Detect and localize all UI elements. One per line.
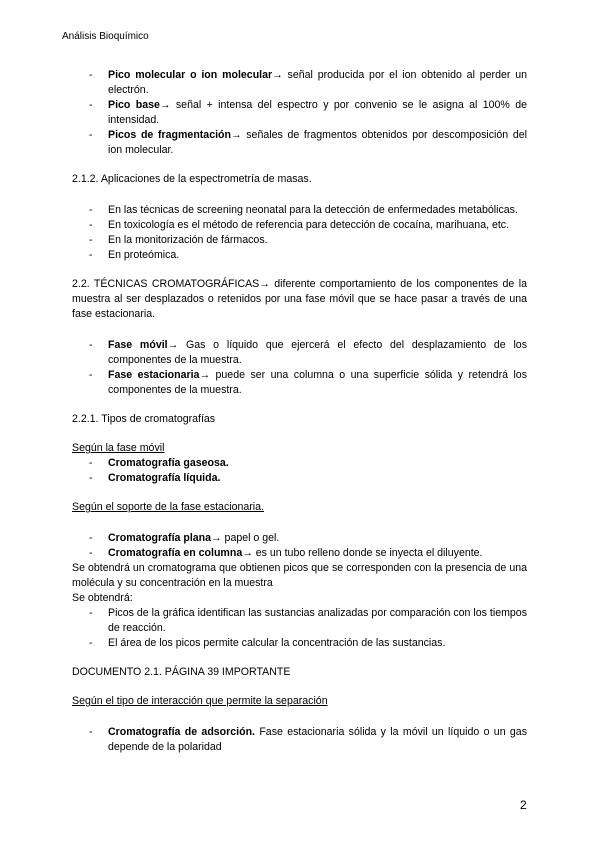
list-item [72, 98, 527, 128]
list-item [72, 531, 527, 546]
term: Pico molecular o ion molecular [108, 69, 273, 81]
chromatogram-paragraph: Se obtendrá un cromatograma que obtienen picos que se corresponden con la presencia de una molécula y su concentración en la muestra [72, 562, 527, 589]
definition: Fase estacionaria sólida y la móvil un líquido o un gas depende de la polaridad [108, 726, 527, 753]
section-2-2-paragraph: 2.2. TÉCNICAS CROMATOGRÁFICAS→ diferente comportamiento de los componentes de la muestra al ser desplazados o retenidos por una fase móvil que se hace pasar a través de una fase estacionaria. [72, 278, 527, 320]
list-item [72, 546, 527, 561]
definition: → Gas o líquido que ejercerá el efecto del desplazamiento de los componentes de la muestra. [108, 339, 527, 366]
term: Fase móvil [108, 339, 168, 351]
term: Pico base [108, 99, 160, 111]
list-item [72, 471, 527, 486]
term: Picos de fragmentación [108, 129, 231, 141]
list-item: - En toxicología es el método de referencia para detección de cocaína, marihuana, etc. [72, 218, 527, 233]
list-item: - En la monitorización de fármacos. [72, 233, 527, 248]
list-item [72, 128, 527, 158]
term: Fase estacionaria [108, 369, 200, 381]
list-item [72, 338, 527, 368]
document-body [72, 68, 527, 755]
subheading-fase-movil: Según la fase móvil [72, 442, 165, 454]
definition: → es un tubo relleno donde se inyecta el diluyente. [242, 547, 483, 559]
definition: → señal + intensa del espectro y por convenio se le asigna al 100% de intensidad. [108, 99, 528, 126]
document-reference: DOCUMENTO 2.1. PÁGINA 39 IMPORTANTE [72, 666, 291, 678]
phases-list [72, 338, 527, 398]
list-item [72, 456, 527, 471]
list-item: - El área de los picos permite calcular la concentración de las sustancias. [72, 636, 527, 651]
mass-spectrum-peaks-list [72, 68, 527, 158]
list-item [72, 368, 527, 398]
list-item: - En las técnicas de screening neonatal para la detección de enfermedades metabólicas. [72, 203, 527, 218]
term: Cromatografía de adsorción. [108, 726, 255, 738]
se-obtendra-label: Se obtendrá: [72, 592, 133, 604]
support-list [72, 531, 527, 561]
section-heading-2-1-2: 2.1.2. Aplicaciones de la espectrometría de masas. [72, 173, 312, 185]
page-number: 2 [520, 798, 527, 812]
interaction-list [72, 725, 527, 755]
definition: → señal producida por el ion obtenido al perder un electrón. [108, 69, 527, 96]
definition: → señales de fragmentos obtenidos por descomposición del ion molecular. [108, 129, 527, 156]
list-item: - Picos de la gráfica identifican las sustancias analizadas por comparación con los tiempos de reacción. [72, 606, 527, 636]
term: Cromatografía gaseosa. [108, 457, 229, 469]
term: Cromatografía plana [108, 532, 212, 544]
subheading-interaccion: Según el tipo de interacción que permite la separación [72, 695, 328, 707]
subheading-soporte: Según el soporte de la fase estacionaria. [72, 501, 264, 513]
mobile-phase-list [72, 456, 527, 486]
applications-list [72, 203, 527, 263]
list-item [72, 725, 527, 755]
list-item [72, 68, 527, 98]
results-list [72, 606, 527, 651]
definition: → papel o gel. [211, 532, 280, 544]
term: Cromatografía en columna [108, 547, 243, 559]
list-item: - En proteómica. [72, 248, 527, 263]
definition: → puede ser una columna o una superficie sólida y retendrá los componentes de la muestra. [108, 369, 527, 396]
section-heading-2-2-1: 2.2.1. Tipos de cromatografías [72, 413, 216, 425]
page-header: Análisis Bioquímico [62, 31, 149, 42]
term: Cromatografía líquida. [108, 472, 221, 484]
